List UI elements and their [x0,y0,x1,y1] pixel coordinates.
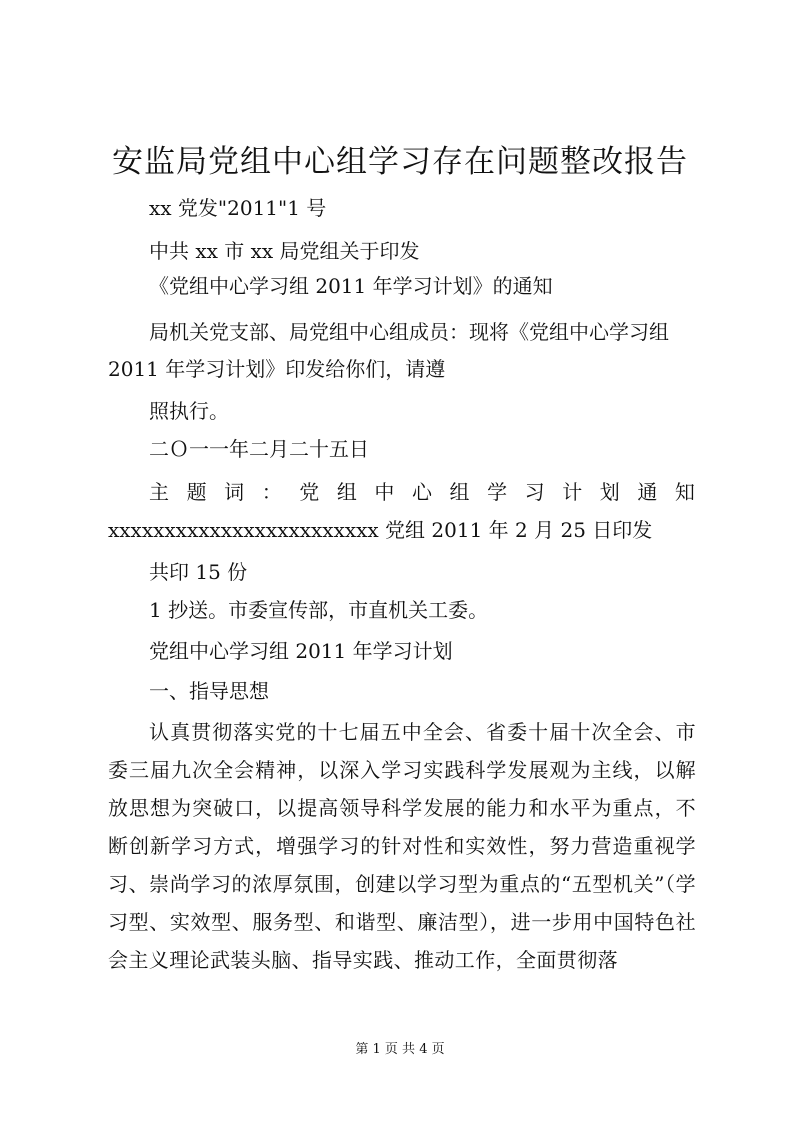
keyword-char: 题 [186,480,207,504]
page-footer: 第 1 页 共 4 页 [355,1042,445,1057]
keyword-char: 中 [374,480,395,504]
keywords-line [149,478,695,506]
keyword-char: 党 [299,480,320,504]
keyword-char: 计 [562,480,583,504]
recipients-line: 局机关党支部、局党组中心组成员：现将《党组中心学习组 [149,320,669,344]
keyword-char: 习 [524,480,545,504]
issued-line: xxxxxxxxxxxxxxxxxxxxxxxx 党组 2011 年 2 月 25 日印发 [108,518,653,542]
keyword-char: 主 [149,480,169,504]
section-heading: 一、指导思想 [149,679,269,703]
keyword-char: 学 [487,480,508,504]
issuer-line: 中共 xx 市 xx 局党组关于印发 [149,239,420,263]
keyword-char: 组 [336,480,357,504]
doc-number-line: xx 党发"2011"1 号 [149,196,327,220]
keyword-char: 知 [674,480,695,504]
cc-line: 1 抄送。市委宣传部，市直机关工委。 [149,598,489,622]
copies-line: 共印 15 份 [149,560,248,584]
plan-title-line: 党组中心学习组 2011 年学习计划 [149,639,453,663]
recipients-line-continued: 2011 年学习计划》印发给你们，请遵 [108,357,446,381]
keyword-char: 划 [599,480,620,504]
keyword-char: 心 [411,480,432,504]
keyword-char: 通 [637,480,658,504]
notice-title-line: 《党组中心学习组 2011 年学习计划》的通知 [149,274,553,298]
keyword-char: 组 [449,480,470,504]
date-line: 二Ｏ一一年二月二十五日 [149,437,369,461]
body-paragraph: 认真贯彻落实党的十七届五中全会、省委十届十次全会、市委三届九次全会精神，以深入学习实践科学发展观为主线，以解放思想为突破口，以提高领导科学发展的能力和水平为重点，不断创新学习方式，增强学习的针对性和实效性，努力营造重视学习、崇尚学习的浓厚氛围，创建以学习型为重点的“五型机关”（学习型、实效型、服务型、和谐型、廉洁型），进一步用中国特色社会主义理论武装头脑、指导实践、推动工作，全面贯彻落 [108,720,696,972]
document-title: 安监局党组中心组学习存在问题整改报告 [112,144,688,180]
execute-line: 照执行。 [149,399,229,423]
keyword-char: ： [261,480,282,504]
keyword-char: 词 [224,480,245,504]
